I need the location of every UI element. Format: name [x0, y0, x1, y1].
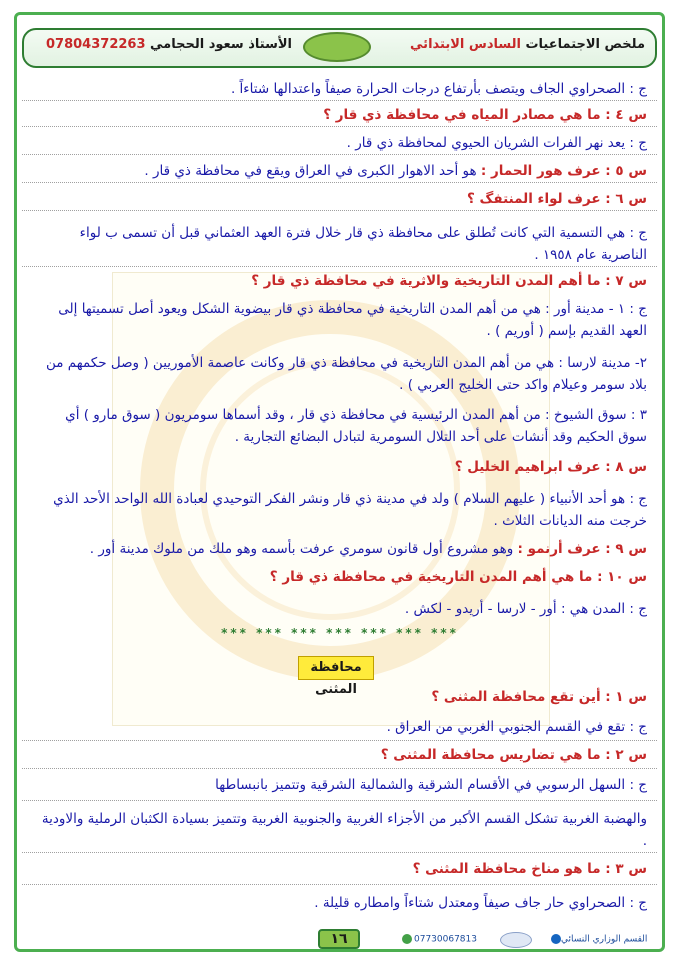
author-phone: 07804372263	[46, 37, 146, 52]
answer-line: ج : الصحراوي حار جاف صيفاً ومعتدل شتاءاً وامطاره قليلة .	[314, 895, 647, 911]
header-title-grade: السادس الابتدائي	[410, 37, 521, 52]
qa-line	[90, 538, 647, 560]
question-line: س ٣ : ما هو مناخ محافظة المثنى ؟	[412, 861, 647, 877]
qa-answer: وهو مشروع أول قانون سومري عرفت بأسمه وهو ملك من ملوك مدينة أور .	[89, 541, 518, 557]
divider	[22, 154, 657, 156]
footer-logo	[500, 932, 532, 948]
section-title: محافظة المثنى	[298, 656, 374, 680]
answer-line: ج : يعد نهر الفرات الشريان الحيوي لمحافظة ذي قار .	[346, 135, 647, 151]
answer-line: والهضبة الغربية تشكل القسم الأكبر من الأجزاء الغربية والجنوبية الغربية وتتميز بسيادة الكثبان الرملية والاودية .	[41, 811, 647, 849]
question-line: س ٨ : عرف ابراهيم الخليل ؟	[454, 459, 647, 475]
divider	[22, 266, 657, 268]
qa-question: س ٥ : عرف هور الحمار :	[480, 163, 647, 179]
qa-line	[144, 160, 647, 182]
header-oval-ornament	[303, 32, 371, 62]
answer-line: ج : ١ - مدينة أور : هي من أهم المدن التاريخية في محافظة ذي قار بيضوية الشكل ويعود أصل تسميتها إلى العهد القديم بإسم ( أوريم ) .	[58, 301, 647, 339]
answer-line: ج : هو أحد الأنبياء ( عليهم السلام ) ولد في مدينة ذي قار ونشر الفكر التوحيدي لعبادة الله الواحد الأحد الذي خرجت منه الديانات الثلاث .	[53, 491, 647, 529]
divider	[22, 210, 657, 212]
footer-phone	[402, 934, 477, 945]
header-title-prefix: ملخص الاجتماعيات	[525, 37, 645, 52]
footer-dept-text: القسم الوزاري النسائي	[561, 934, 648, 945]
footer-dept	[548, 934, 647, 945]
answer-line: ج : المدن هي : أور - لارسا - أريدو - لكش .	[404, 601, 647, 617]
divider	[22, 768, 657, 770]
question-line: س ٢ : ما هي تضاريس محافظة المثنى ؟	[380, 747, 647, 763]
answer-line: ج : هي التسمية التي كانت تُطلق على محافظة ذي قار خلال فترة العهد العثماني قبل أن تسمى ب لواء الناصرية عام ١٩٥٨ .	[79, 225, 647, 263]
divider	[22, 100, 657, 102]
divider	[22, 800, 657, 802]
question-line: س ٧ : ما أهم المدن التاريخية والاثرية في محافظة ذي قار ؟	[251, 273, 647, 289]
divider	[22, 126, 657, 128]
footer-phone-text: 07730067813	[414, 934, 477, 945]
dept-icon	[551, 934, 561, 944]
divider	[22, 740, 657, 742]
author-name: سعود الحجامي	[150, 37, 244, 52]
question-line: س ١ : أين تقع محافظة المثنى ؟	[431, 689, 647, 705]
answer-line: ج : السهل الرسوبي في الأقسام الشرقية والشمالية الشرقية وتتميز بانبساطها	[215, 777, 647, 793]
qa-question: س ٩ : عرف أرنمو :	[517, 541, 647, 557]
page-number: ١٦	[318, 929, 360, 949]
answer-line: ٣ : سوق الشيوخ : من أهم المدن الرئيسية في محافظة ذي قار ، وقد أسماها سومريون ( سوق مارو ) أي سوق الحكيم وقد أنشات على أحد التلال السومرية لتبادل البضائع التجارية .	[65, 407, 647, 445]
stars-divider: *** *** *** *** *** *** ***	[221, 626, 459, 640]
divider	[22, 852, 657, 854]
author-prefix: الأستاذ	[248, 37, 292, 52]
answer-line: ج : تقع في القسم الجنوبي الغربي من العراق .	[386, 719, 647, 735]
qa-answer: هو أحد الاهوار الكبرى في العراق ويقع في محافظة ذي قار .	[144, 163, 481, 179]
whatsapp-icon	[402, 934, 412, 944]
answer-line: ٢- مدينة لارسا : هي من أهم المدن التاريخية في محافظة ذي قار وكانت عاصمة الأموريين ( وصل حكمهم من بلاد سومر وعيلام واكد حتى الخليج العربي ) .	[45, 355, 647, 393]
question-line: س ٤ : ما هي مصادر المياه في محافظة ذي قار ؟	[323, 107, 647, 123]
question-line: س ١٠ : ما هي أهم المدن التاريخية في محافظة ذي قار ؟	[269, 569, 647, 585]
header-author	[46, 37, 292, 52]
header-title	[410, 37, 645, 52]
answer-line: ج : الصحراوي الجاف ويتصف بأرتفاع درجات الحرارة صيفاً واعتدالها شتاءاً .	[230, 81, 647, 97]
divider	[22, 884, 657, 886]
divider	[22, 182, 657, 184]
question-line: س ٦ : عرف لواء المنتفگ ؟	[467, 191, 647, 207]
